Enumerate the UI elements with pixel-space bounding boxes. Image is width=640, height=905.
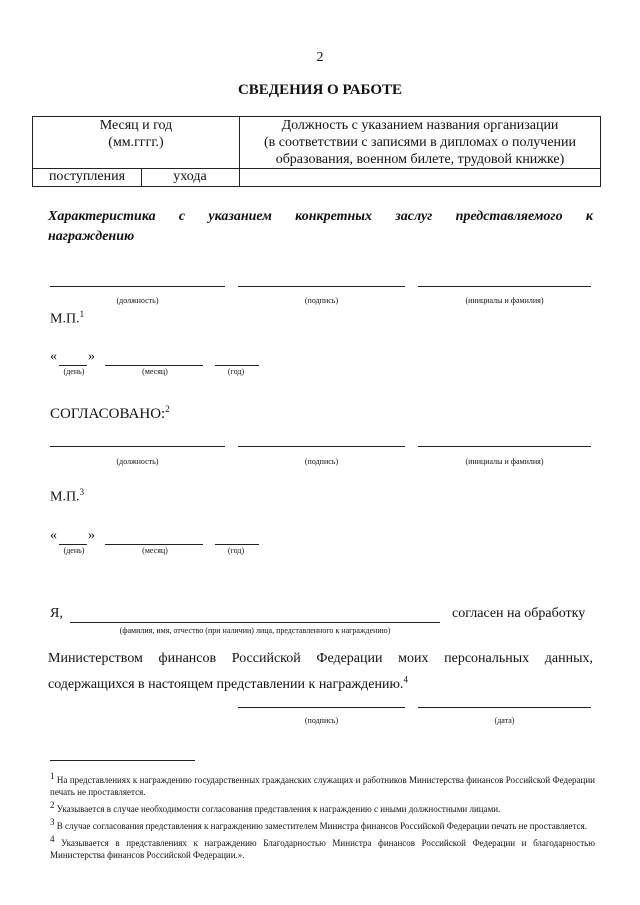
header-month-year-format: (мм.гггг.)	[108, 135, 164, 150]
page-title: СВЕДЕНИЯ О РАБОТЕ	[237, 82, 403, 98]
subheader-start: поступления	[33, 169, 142, 186]
characteristic-heading	[48, 207, 593, 247]
footnote-2: $^2$ Указывается в случае необходимости согласования представления к награждению с иными должностными лицами.	[50, 800, 501, 814]
caption-month-1: (месяц)	[142, 367, 168, 376]
caption-name-2: (инициалы и фамилия)	[465, 457, 544, 466]
date-quote-open-2: «	[50, 528, 57, 543]
table-header-position	[240, 117, 601, 169]
consent-date-line	[418, 707, 591, 708]
consent-suffix: согласен на обработку	[452, 606, 586, 621]
stamp-label-2: М.П.$^3$	[50, 487, 85, 505]
date-quote-open-1: «	[50, 349, 57, 364]
caption-position-1: (должность)	[116, 296, 159, 305]
characteristic-line1: Характеристика с указанием конкретных заслуг представляемого к	[48, 209, 593, 224]
table-header-month-year	[33, 117, 240, 169]
month-line-2	[105, 544, 203, 545]
position-line-1	[50, 286, 225, 287]
page-number: 2	[316, 50, 324, 65]
agreed-label: СОГЛАСОВАНО:$^2$	[50, 404, 170, 422]
caption-day-2: (день)	[63, 546, 85, 555]
table-position-cell	[240, 169, 601, 187]
date-quote-close-2: »	[88, 528, 95, 543]
footnote-separator	[50, 760, 195, 761]
caption-consent-signature: (подпись)	[304, 716, 339, 725]
date-quote-close-1: »	[88, 349, 95, 364]
signature-line-2	[238, 446, 405, 447]
table-subheader-row	[33, 169, 240, 187]
consent-paragraph	[48, 648, 593, 695]
consent-name-line	[70, 622, 440, 623]
footnote-3: $^3$ В случае согласования представления к награждению заместителем Министра финансов Российской Федерации печать не проставляется.	[50, 817, 587, 831]
signature-line-1	[238, 286, 405, 287]
header-position-line3: образования, военном билете, трудовой книжке)	[275, 152, 565, 167]
footnote-1: $^1$ На представлениях к награждению государственных гражданских служащих и работников Министерства финансов Российской Федерации печать не проставляется.	[50, 771, 596, 797]
work-history-table	[32, 116, 601, 187]
footnote-4: $^4$ Указывается в представлениях к награждению Благодарностью Министра финансов Российской Федерации и благодарностью Министерства финансов Российской Федерации.».	[50, 834, 595, 860]
caption-position-2: (должность)	[116, 457, 159, 466]
consent-signature-line	[238, 707, 405, 708]
year-line-1	[215, 365, 259, 366]
header-position-line1: Должность с указанием названия организации	[281, 118, 559, 133]
position-line-2	[50, 446, 225, 447]
month-line-1	[105, 365, 203, 366]
name-line-1	[418, 286, 591, 287]
caption-day-1: (день)	[63, 367, 85, 376]
caption-year-1: (год)	[227, 367, 245, 376]
year-line-2	[215, 544, 259, 545]
caption-signature-2: (подпись)	[304, 457, 339, 466]
header-position-line2: (в соответствии с записями в дипломах о получении	[263, 135, 577, 150]
name-line-2	[418, 446, 591, 447]
stamp-label-1: М.П.$^1$	[50, 309, 85, 327]
consent-prefix: Я,	[50, 606, 63, 621]
caption-consent-date: (дата)	[494, 716, 515, 725]
header-month-year-label: Месяц и год	[99, 118, 173, 133]
consent-para-line2: содержащихся в настоящем представлении к награждению.$^4$	[48, 674, 408, 692]
caption-year-2: (год)	[227, 546, 245, 555]
caption-signature-1: (подпись)	[304, 296, 339, 305]
footnotes	[50, 770, 595, 862]
caption-month-2: (месяц)	[142, 546, 168, 555]
characteristic-line2: награждению	[48, 229, 135, 244]
subheader-end: ухода	[173, 169, 207, 184]
day-line-1	[59, 365, 87, 366]
consent-para-line1: Министерством финансов Российской Федерации моих персональных данных,	[48, 651, 593, 666]
caption-name-1: (инициалы и фамилия)	[465, 296, 544, 305]
consent-name-caption: (фамилия, имя, отчество (при наличии) лица, представленного к награждению)	[119, 626, 391, 635]
day-line-2	[59, 544, 87, 545]
